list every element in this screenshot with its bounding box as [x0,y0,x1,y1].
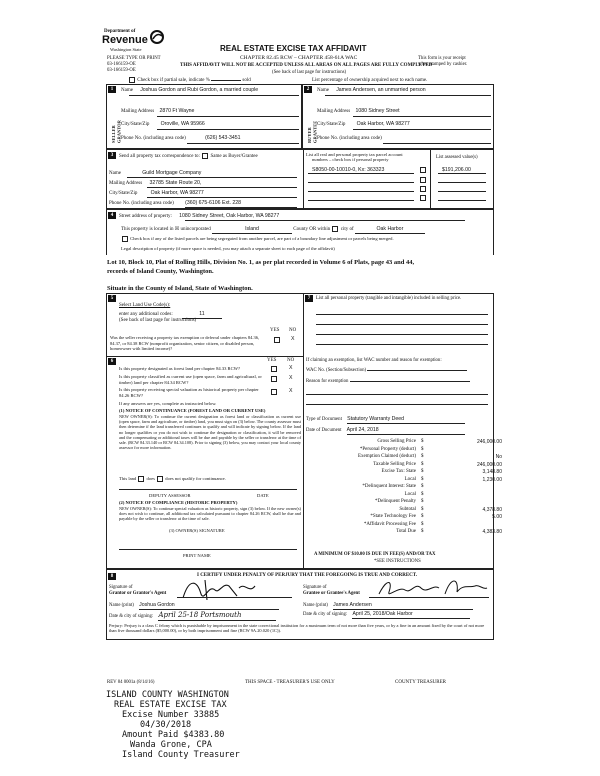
additional-codes-label: enter any additional codes: [119,312,173,317]
tax-table [304,439,502,539]
section-6-no-header: NO [287,358,295,363]
buyer-mailing-row [317,108,400,115]
grantee-date-value[interactable]: April 25, 2018/Oak Harbor [352,611,470,619]
section-5-number: 5 [108,295,116,302]
tax-row-label: *Delinquent Penalty [375,499,416,504]
does-qualify-checkbox[interactable] [138,476,144,482]
dollar-sign: $ [421,491,424,497]
tax-row-value[interactable]: 246,000.00 [476,439,502,445]
tax-row-value[interactable]: 246,000.00 [476,461,502,468]
parcel-personal-checkbox-1[interactable] [420,167,426,173]
tax-row-label: *State Technology Fee [370,514,416,519]
current-use-yes-checkbox[interactable] [271,376,277,382]
stamp-line-3: Excise Number 33885 [122,710,220,720]
doc-date-row [306,427,465,435]
grantor-signature[interactable] [179,576,279,602]
section-7 [304,293,502,569]
buyer-name-row [317,87,426,94]
section-8-number: 8 [108,573,116,580]
correspondence-phone-value[interactable]: (360) 675-6106 Ext. 228 [185,200,242,206]
grantee-date-row [303,611,470,619]
seller-phone-value[interactable]: (626) 543-3451 [205,135,241,141]
city-value[interactable]: Oak Harbor [355,226,425,234]
parcel-value[interactable]: S8050-00-10010-0, Kx: 363323 [312,167,385,173]
certify-statement: I CERTIFY UNDER PENALTY OF PERJURY THAT THE FOREGOING IS TRUE AND CORRECT. [197,573,418,578]
dollar-sign: $ [421,506,424,512]
tax-row [306,484,532,492]
location-row [121,226,491,234]
section-4-number: 4 [108,212,116,219]
treasurer-use-only: THIS SPACE - TREASURER'S USE ONLY [245,680,335,685]
tax-row-label: Local [404,491,416,497]
stamp-line-4: 04/30/2018 [140,720,192,730]
seller-phone-label: Phone No. (including area code) [121,136,186,141]
dollar-sign: $ [421,529,424,534]
send-correspondence-row [119,153,258,160]
historic-no-answer[interactable]: X [289,388,293,394]
partial-sale-blank[interactable] [211,80,241,81]
section-6-number: 6 [108,358,116,365]
buyer-city-row [317,121,410,128]
exemption-no-answer[interactable]: X [291,336,295,342]
tax-row [306,522,532,530]
grantor-name-row [109,602,279,610]
seller-section [106,84,302,149]
tax-row-value[interactable]: 5.00 [492,514,502,520]
correspondence-city-label: City/State/Zip [109,191,138,196]
tax-row [306,439,532,447]
reason-row [306,379,492,385]
form-code-1: 03-166159-OE [107,62,136,67]
does-label: does [146,476,155,482]
legal-line-2: records of Island County, Washington. [107,267,214,275]
grantee-name-label: Name (print) [303,603,328,608]
exemption-yes-checkbox[interactable] [274,337,280,343]
tax-row-value[interactable]: 4,378.80 [482,506,502,513]
current-use-question: Is this property classified as current use (open space, farm and agricultural, or timber) land per chapter 84.34 RCW? [119,374,262,385]
section-5 [106,293,304,357]
grantee-name-row [303,602,473,610]
this-land-label: This land [119,476,137,482]
stamp-line-7: Island County Treasurer [122,750,240,760]
partial-sale-checkbox[interactable] [129,77,135,83]
chapter-line: CHAPTER 82.45 RCW – CHAPTER 458-61A WAC [240,55,358,61]
forest-question: Is this property designated as forest land per chapter 84.33 RCW? [119,366,241,371]
dollar-sign: $ [421,514,424,519]
section-5-no-header: NO [289,328,297,333]
land-use-label: Select Land Use Code(s): [119,303,171,308]
dollar-sign: $ [421,454,424,459]
city-of-label: city of [340,227,354,233]
instruction-line: If any answers are yes, complete as instructed below. [119,401,217,406]
seller-name-value[interactable]: Joshua Gordon and Rubi Gordon, a married couple [140,87,259,93]
parcel-table [303,150,494,208]
tax-row-label: Gross Selling Price [377,439,416,444]
grantee-signature-label-2: Grantee or Grantee's Agent [303,591,360,596]
tax-row [306,529,532,537]
seller-mailing-label: Mailing Address [121,109,155,114]
notice-2-body: NEW OWNER(S): To continue special valuation as historic property, sign (3) below. If the new owner(s) does not wish to continue, all additional tax calculated pursuant to chapter 84.26 RCW, shall be due and payable by the seller or transferor at the time of sale. [119,506,301,522]
tax-row-label: Total Due [396,529,416,534]
exemption-question: Was the seller receiving a property tax exemption or deferral under chapters 84.36, 84.37, or 84.38 RCW (nonprofit organization, senior citizen, or disabled person, homeowner with limited income)? [110,335,260,352]
stamp-line-6: Wanda Grone, CPA [130,740,212,750]
grantor-name-value[interactable]: Joshua Gordon [139,602,279,610]
dollar-sign: $ [421,469,424,474]
section-1-number: 1 [108,86,116,93]
tax-row-label: Taxable Selling Price [373,461,416,467]
doc-date-label: Date of Document [306,428,342,433]
section-4 [106,209,494,255]
current-use-no-answer[interactable]: X [289,375,293,381]
form-code-2: 03-166159-OE [107,68,136,73]
reason-label: Reason for exemption [306,379,349,384]
legal-description [107,259,507,276]
parcel-personal-checkbox-4[interactable] [420,195,426,201]
correspondence-city-value[interactable]: Oak Harbor, WA 98277 [150,190,204,196]
tax-row [306,454,532,462]
stamp-line-1: ISLAND COUNTY WASHINGTON [106,690,229,700]
dollar-sign: $ [421,521,424,527]
exemption-claim-label: If claiming an exemption, list WAC number and reason for exemption: [306,358,442,363]
legal-line-1: Lot 10, Block 10, Plat of Rolling Hills, Division No. 1, as per plat recorded in Volume 6 of Plats, page 43 and 44, [107,259,415,266]
seller-city-row [121,121,205,128]
dollar-sign: $ [421,476,424,482]
partial-sale-label: Check box if partial sale, indicate % [137,78,210,84]
page-title: REAL ESTATE EXCISE TAX AFFIDAVIT [220,44,367,53]
dollar-sign: $ [421,439,424,444]
seller-mailing-value[interactable]: 2870 Ft Wayne [159,108,195,114]
please-type: PLEASE TYPE OR PRINT [107,56,161,61]
seller-name-row [121,87,258,94]
buyer-section [302,84,494,149]
notice-2-title: (2) NOTICE OF COMPLIANCE (HISTORIC PROPERTY) [119,500,238,505]
tax-row [306,514,532,522]
section-3-number: 3 [108,152,116,159]
tax-row-label: *Affidavit Processing Fee [363,521,416,527]
doc-type-row [306,416,465,424]
dollar-sign: $ [421,446,424,452]
street-address-value[interactable]: 1080 Sidney Street, Oak Harbor, WA 98277 [179,213,280,219]
tax-row-label: Exemption Claimed (deduct) [357,454,416,459]
assessed-header: List assessed value(s) [436,155,478,160]
section-2-number: 2 [304,86,312,93]
seller-name-label: Name [121,88,133,93]
tax-row [306,499,532,507]
doc-date-value[interactable]: April 24, 2018 [347,427,465,435]
buyer-mailing-value[interactable]: 1080 Sidney Street [355,108,400,114]
receipt-note-2: when stamped by cashier. [418,62,468,67]
tax-row-label: Excise Tax: State [381,469,416,474]
grantee-name-value[interactable]: James Andersen [333,602,473,610]
buyer-city-label: City/State/Zip [317,122,346,127]
buyer-phone-row [317,135,382,142]
correspondence-phone-label: Phone No. (including area code) [109,201,174,206]
county-value[interactable]: Island [212,226,292,234]
print-name-label: PRINT NAME [183,553,211,558]
treasurer-stamp [106,690,346,760]
same-as-buyer-label: Same as Buyer/Grantee [210,154,258,160]
stamp-line-5: Amount Paid $4383.80 [122,730,225,740]
correspondence-name-label: Name [109,171,121,176]
wac-input[interactable] [367,370,467,371]
dept-line2: Revenue [102,34,148,46]
swoosh-icon [150,30,164,44]
qualify-row [119,476,226,482]
receipt-note-1: This form is your receipt [418,56,466,61]
does-not-qualify-label: does not qualify for continuance. [165,476,226,482]
section-5-yes-header: YES [270,328,280,333]
section-6 [106,357,304,569]
dollar-sign: $ [421,484,424,489]
grantor-date-value[interactable]: April 25-18 Portsmouth [158,611,276,621]
dollar-sign: $ [421,499,424,504]
grantor-date-row [109,611,276,621]
tax-row-label: Local [404,476,416,482]
owners-signature-label: (3) OWNER(S) SIGNATURE [169,528,225,533]
buyer-side-label: BUYER GRANTEE [307,120,318,143]
legal-line-3: Situate in the County of Island, State of Washington. [107,285,253,292]
same-as-buyer-checkbox[interactable] [202,153,208,159]
seller-city-label: City/State/Zip [121,122,150,127]
deputy-assessor-label: DEPUTY ASSESSOR [149,493,191,498]
section-6-yes-header: YES [267,358,277,363]
assessed-value[interactable]: $191,206.00 [442,167,471,173]
legal-desc-label: Legal description of property (if more space is needed, you may attach a separate sheet to each page of the affidavit) [121,246,335,251]
street-address-label: Street address of property: [119,214,172,219]
reason-input[interactable] [350,381,470,382]
tax-row [306,447,532,455]
tax-row-value[interactable]: 1,230.00 [482,476,502,483]
stamp-line-2: REAL ESTATE EXCISE TAX [114,700,227,710]
sold-label: sold [242,78,251,84]
grantee-signature-label-1: Signature of [303,585,327,590]
tax-row-value[interactable]: No [495,454,502,460]
location-label: This property is located in [121,227,174,233]
grantor-signature-label-2: Grantor or Grantor's Agent [109,591,167,596]
city-checkbox[interactable] [332,226,338,232]
not-accepted-line: THIS AFFIDAVIT WILL NOT BE ACCEPTED UNLESS ALL AREAS ON ALL PAGES ARE FULLY COMPLETED [180,63,433,68]
segregated-row [121,236,491,242]
segregated-label: Check box if any of the listed parcels are being segregated from another parcel, are part of a boundary line adjustment or parcels being merged. [130,236,394,242]
land-use-see-back: (See back of last page for instructions) [119,318,197,323]
buyer-city-value[interactable]: Oak Harbor, WA 98277 [356,121,410,127]
county-label: County OR within [293,227,331,233]
personal-property-label: List all personal property (tangible and intangible) included in selling price. [316,296,462,301]
does-not-qualify-checkbox[interactable] [157,476,163,482]
see-instructions-note: *SEE INSTRUCTIONS [374,559,421,564]
tax-row [306,492,532,500]
wac-row [306,368,492,374]
parcel-header-1: List all real and personal property tax parcel account [306,152,403,157]
parcel-personal-checkbox-3[interactable] [420,186,426,192]
seller-mailing-row [121,108,194,115]
correspondence-mailing-label: Mailing Address [109,181,143,186]
parcel-personal-checkbox-2[interactable] [420,177,426,183]
grantee-date-label: Date & city of signing: [303,612,348,617]
section-8 [106,569,494,640]
forest-yes-checkbox[interactable] [271,366,277,372]
unincorporated-checkbox[interactable]: ☒ [174,226,180,233]
buyer-mailing-label: Mailing Address [317,109,351,114]
county-treasurer-label: COUNTY TREASURER [395,680,446,685]
seller-side-label: SELLER GRANTOR [111,120,122,143]
minimum-fee-note: A MINIMUM OF $10.00 IS DUE IN FEE(S) AND/OR TAX [314,552,436,557]
rev-code: REV 84 0001a (8/14/16) [107,680,155,685]
buyer-phone-label: Phone No. (including area code) [317,136,382,141]
tax-row-value[interactable]: 4,383.80 [482,529,502,535]
dept-line3: Washington State [110,47,142,52]
notice-1-body: NEW OWNER(S): To continue the current designation as forest land or classification as current use (open space, farm and agriculture, or timber) land, you must sign on (3) below. The county assessor must then determine if the land transferred continues to qualify and will indicate by signing below. If the land no longer qualifies or you do not wish to continue the designation or classification, it will be removed and the compensating or additional taxes will be due and payable by the seller or transferor at the time of sale. (RCW 84.33.140 or RCW 84.34.108). Prior to signing (3) below, you may contact your local county assessor for more information. [119,414,301,451]
seller-city-value[interactable]: Oroville, WA 95966 [160,121,205,127]
section-7-number: 7 [305,295,313,302]
tax-row-label: *Delinquent Interest: State [362,484,416,489]
additional-code-value[interactable]: 11 [182,311,222,319]
perjury-statement: Perjury: Perjury is a class C felony which is punishable by imprisonment in the state correctional institution for a maximum term of not more than five years, or by a fine in an amount fixed by the court of not more than five thousand dollars ($5,000.00), or by both imprisonment and fine (RCW 9A.20.020 (1C)). [109,623,485,634]
tax-row [306,462,532,470]
grantor-signature-label-1: Signature of [109,585,133,590]
wac-label: WAC No. (Section/Subsection) [306,368,367,373]
seller-phone-row [121,135,241,142]
doc-type-label: Type of Document [306,417,342,422]
tax-row [306,469,532,477]
historic-question: Is this property receiving special valuation as historical property per chapter 84.26 RCW? [119,387,259,398]
tax-row [306,507,532,515]
forest-no-answer[interactable]: X [289,365,293,371]
see-back-line: (See back of last page for instructions) [272,70,347,75]
dollar-sign: $ [421,461,424,467]
parcel-header-2: numbers – check box if personal property [312,157,389,162]
tax-row-label: *Personal Property (deduct) [359,446,416,452]
grantor-date-label: Date & city of signing: [109,614,154,619]
buyer-name-value[interactable]: James Andersen, an unmarried person [336,87,426,93]
historic-yes-checkbox[interactable] [271,389,277,395]
tax-row-value[interactable]: 3,148.80 [482,469,502,475]
segregated-checkbox[interactable] [122,236,128,242]
tax-row [306,477,532,485]
ownership-pct-note: List percentage of ownership acquired next to each name. [311,78,428,84]
unincorporated-label: unincorporated [180,227,211,233]
section-3 [106,149,494,209]
doc-type-value[interactable]: Statutory Warranty Deed [347,416,465,424]
correspondence-mailing-value[interactable]: 32785 State Route 20, [149,180,202,186]
tax-row-label: Subtotal [399,506,416,512]
send-correspondence-label: Send all property tax correspondence to: [119,154,200,160]
notice-1-title: (1) NOTICE OF CONTINUANCE (FOREST LAND OR CURRENT USE) [119,408,266,413]
correspondence-name-value[interactable]: Guild Mortgage Company [142,170,202,176]
deputy-date-label: DATE [257,493,269,498]
buyer-name-label: Name [317,88,329,93]
grantor-name-label: Name (print) [109,603,134,608]
dept-line1: Department of [104,29,136,34]
